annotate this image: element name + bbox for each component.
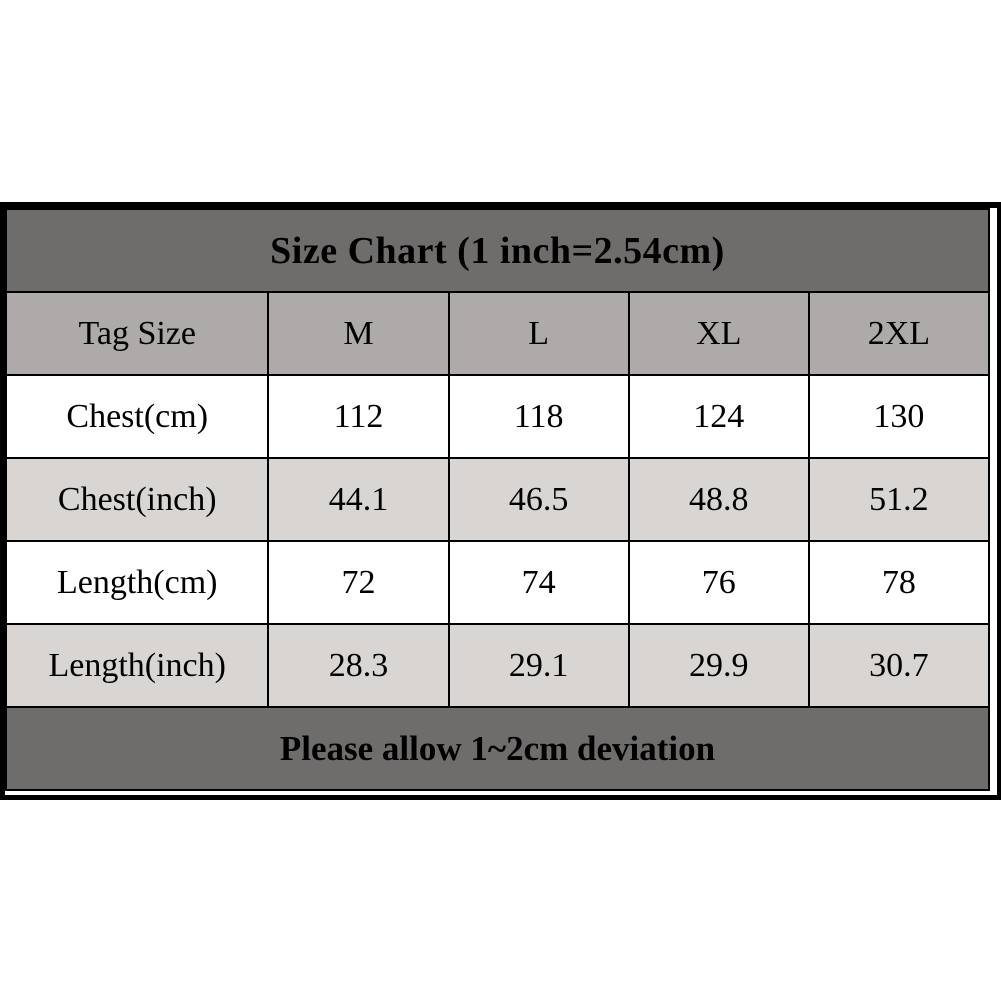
header-size-m: M bbox=[268, 292, 448, 375]
header-size-l: L bbox=[449, 292, 629, 375]
size-chart-title: Size Chart (1 inch=2.54cm) bbox=[6, 209, 989, 292]
length-inch-l: 29.1 bbox=[449, 624, 629, 707]
chest-inch-xl: 48.8 bbox=[629, 458, 809, 541]
chest-cm-l: 118 bbox=[449, 375, 629, 458]
table-row-length-inch bbox=[6, 624, 989, 707]
table-row-chest-inch bbox=[6, 458, 989, 541]
header-tag-size-label: Tag Size bbox=[6, 292, 268, 375]
chest-inch-2xl: 51.2 bbox=[809, 458, 989, 541]
length-cm-m: 72 bbox=[268, 541, 448, 624]
size-chart-table-frame bbox=[0, 202, 1001, 800]
header-size-2xl: 2XL bbox=[809, 292, 989, 375]
size-chart-title-row bbox=[6, 209, 989, 292]
deviation-note: Please allow 1~2cm deviation bbox=[6, 707, 989, 790]
row-label-length-inch: Length(inch) bbox=[6, 624, 268, 707]
chest-cm-m: 112 bbox=[268, 375, 448, 458]
chest-inch-l: 46.5 bbox=[449, 458, 629, 541]
table-row-chest-cm bbox=[6, 375, 989, 458]
length-inch-2xl: 30.7 bbox=[809, 624, 989, 707]
chest-cm-xl: 124 bbox=[629, 375, 809, 458]
length-cm-2xl: 78 bbox=[809, 541, 989, 624]
length-cm-l: 74 bbox=[449, 541, 629, 624]
length-inch-xl: 29.9 bbox=[629, 624, 809, 707]
table-row-length-cm bbox=[6, 541, 989, 624]
size-chart-footer-row bbox=[6, 707, 989, 790]
row-label-chest-cm: Chest(cm) bbox=[6, 375, 268, 458]
row-label-chest-inch: Chest(inch) bbox=[6, 458, 268, 541]
row-label-length-cm: Length(cm) bbox=[6, 541, 268, 624]
length-cm-xl: 76 bbox=[629, 541, 809, 624]
chest-cm-2xl: 130 bbox=[809, 375, 989, 458]
header-size-xl: XL bbox=[629, 292, 809, 375]
size-chart-table bbox=[5, 208, 990, 791]
chest-inch-m: 44.1 bbox=[268, 458, 448, 541]
length-inch-m: 28.3 bbox=[268, 624, 448, 707]
size-chart-header-row bbox=[6, 292, 989, 375]
